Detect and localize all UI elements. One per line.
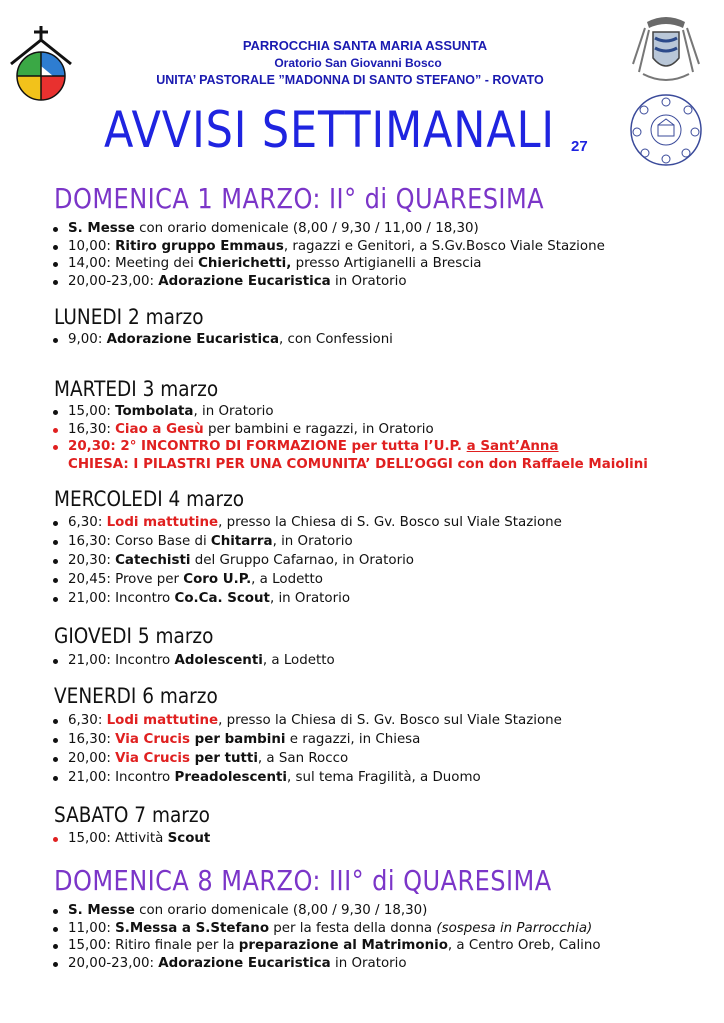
day-heading-friday: VENERDI 6 marzo xyxy=(54,684,218,708)
events-monday xyxy=(48,331,393,349)
issue-number: 27 xyxy=(571,138,588,155)
list-item: 21,00: Incontro Preadolescenti, sul tema Fragilità, a Duomo xyxy=(48,769,562,787)
list-item: 16,30: Ciao a Gesù per bambini e ragazzi, in Oratorio xyxy=(48,421,648,439)
day-heading-tuesday: MARTEDI 3 marzo xyxy=(54,377,219,401)
day-heading-monday: LUNEDI 2 marzo xyxy=(54,305,204,329)
list-item: 21,00: Incontro Co.Ca. Scout, in Oratorio xyxy=(48,590,562,608)
pastoral-unit-name: UNITA’ PASTORALE ”MADONNA DI SANTO STEFANO” - ROVATO xyxy=(156,73,544,87)
list-item: 16,30: Via Crucis per bambini e ragazzi, in Chiesa xyxy=(48,731,562,749)
events-thursday xyxy=(48,652,335,670)
day-heading-thursday: GIOVEDI 5 marzo xyxy=(54,624,214,648)
day-heading-sunday-1: DOMENICA 1 MARZO: II° di QUARESIMA xyxy=(54,182,545,215)
parish-name: PARROCCHIA SANTA MARIA ASSUNTA xyxy=(242,38,488,53)
list-item: 20,30: Catechisti del Gruppo Cafarnao, in Oratorio xyxy=(48,552,562,570)
list-item: 16,30: Corso Base di Chitarra, in Oratorio xyxy=(48,533,562,551)
events-friday xyxy=(48,712,562,787)
page-title: AVVISI SETTIMANALI xyxy=(104,101,555,159)
list-item: S. Messe con orario domenicale (8,00 / 9,30 / 18,30) xyxy=(48,902,601,920)
list-item: 20,00: Via Crucis per tutti, a San Rocco xyxy=(48,750,562,768)
list-item: 14,00: Meeting dei Chierichetti, presso Artigianelli a Brescia xyxy=(48,255,605,273)
list-item: 20,45: Prove per Coro U.P., a Lodetto xyxy=(48,571,562,589)
list-item: 6,30: Lodi mattutine, presso la Chiesa di S. Gv. Bosco sul Viale Stazione xyxy=(48,514,562,532)
oratorio-name: Oratorio San Giovanni Bosco xyxy=(274,56,442,70)
list-item: 15,00: Tombolata, in Oratorio xyxy=(48,403,648,421)
day-heading-wednesday: MERCOLEDI 4 marzo xyxy=(54,487,245,511)
events-tuesday xyxy=(48,403,648,473)
list-item-formation-meeting: 20,30: 2° INCONTRO DI FORMAZIONE per tutta l’U.P. a Sant’Anna xyxy=(48,438,648,456)
oratorio-circular-logo xyxy=(628,92,704,168)
list-item: 15,00: Attività Scout xyxy=(48,830,210,848)
list-item: 20,00-23,00: Adorazione Eucaristica in Oratorio xyxy=(48,273,605,291)
list-item: 20,00-23,00: Adorazione Eucaristica in Oratorio xyxy=(48,955,601,973)
list-item-continuation: CHIESA: I PILASTRI PER UNA COMUNITA’ DELL’OGGI con don Raffaele Maiolini xyxy=(68,456,648,472)
list-item: 21,00: Incontro Adolescenti, a Lodetto xyxy=(48,652,335,670)
list-item: S. Messe con orario domenicale (8,00 / 9,30 / 11,00 / 18,30) xyxy=(48,220,605,238)
events-wednesday xyxy=(48,514,562,608)
events-saturday xyxy=(48,830,210,848)
events-sunday-1 xyxy=(48,220,605,290)
list-item: 15,00: Ritiro finale per la preparazione al Matrimonio, a Centro Oreb, Calino xyxy=(48,937,601,955)
list-item: 9,00: Adorazione Eucaristica, con Confessioni xyxy=(48,331,393,349)
day-heading-sunday-8: DOMENICA 8 MARZO: III° di QUARESIMA xyxy=(54,864,552,897)
events-sunday-8 xyxy=(48,902,601,972)
list-item: 10,00: Ritiro gruppo Emmaus, ragazzi e Genitori, a S.Gv.Bosco Viale Stazione xyxy=(48,238,605,256)
day-heading-saturday: SABATO 7 marzo xyxy=(54,803,210,827)
list-item: 6,30: Lodi mattutine, presso la Chiesa di S. Gv. Bosco sul Viale Stazione xyxy=(48,712,562,730)
list-item: 11,00: S.Messa a S.Stefano per la festa della donna (sospesa in Parrocchia) xyxy=(48,920,601,938)
